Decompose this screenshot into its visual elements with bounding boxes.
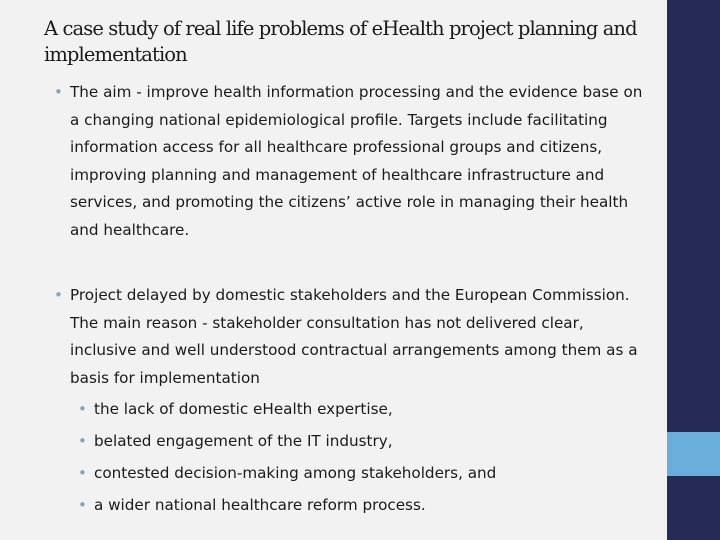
sidebar-accent-band: [667, 432, 720, 476]
sub-bullet-text: contested decision-making among stakeholders, and: [94, 464, 497, 482]
sub-bullet-item: [78, 492, 654, 520]
bullet-text: The aim - improve health information processing and the evidence base on a changing national epidemiological profile. Targets include facilitating information access for all healthcare professional groups and citizens, improving planning and management of healthcare infrastructure and services, and promoting the citizens’ active role in managing their health and healthcare.: [70, 83, 643, 239]
sidebar-navy-band-top: [667, 0, 720, 432]
slide-title: A case study of real life problems of eHealth project planning and implementation: [44, 17, 637, 66]
decorative-sidebar: [667, 0, 720, 540]
bullet-marker: •: [78, 432, 87, 450]
bullet-marker: •: [54, 286, 63, 304]
sub-bullet-text: the lack of domestic eHealth expertise,: [94, 400, 393, 418]
bullet-item-delay: [54, 282, 655, 392]
bullet-item-aim: [54, 79, 655, 244]
bullet-marker: •: [78, 496, 87, 514]
sub-bullet-text: a wider national healthcare reform process.: [94, 496, 426, 514]
bullet-text: Project delayed by domestic stakeholders and the European Commission. The main reason - stakeholder consultation has not delivered clear, inclusive and well understood contractual arrangements among them as a basis for implementation: [70, 286, 638, 387]
sub-bullet-text: belated engagement of the IT industry,: [94, 432, 393, 450]
sub-bullet-item: [78, 460, 654, 488]
sub-bullet-item: [78, 428, 654, 456]
bullet-marker: •: [54, 83, 63, 101]
sidebar-navy-band-bottom: [667, 476, 720, 540]
bullet-marker: •: [78, 464, 87, 482]
sub-bullet-item: [78, 396, 654, 424]
bullet-marker: •: [78, 400, 87, 418]
